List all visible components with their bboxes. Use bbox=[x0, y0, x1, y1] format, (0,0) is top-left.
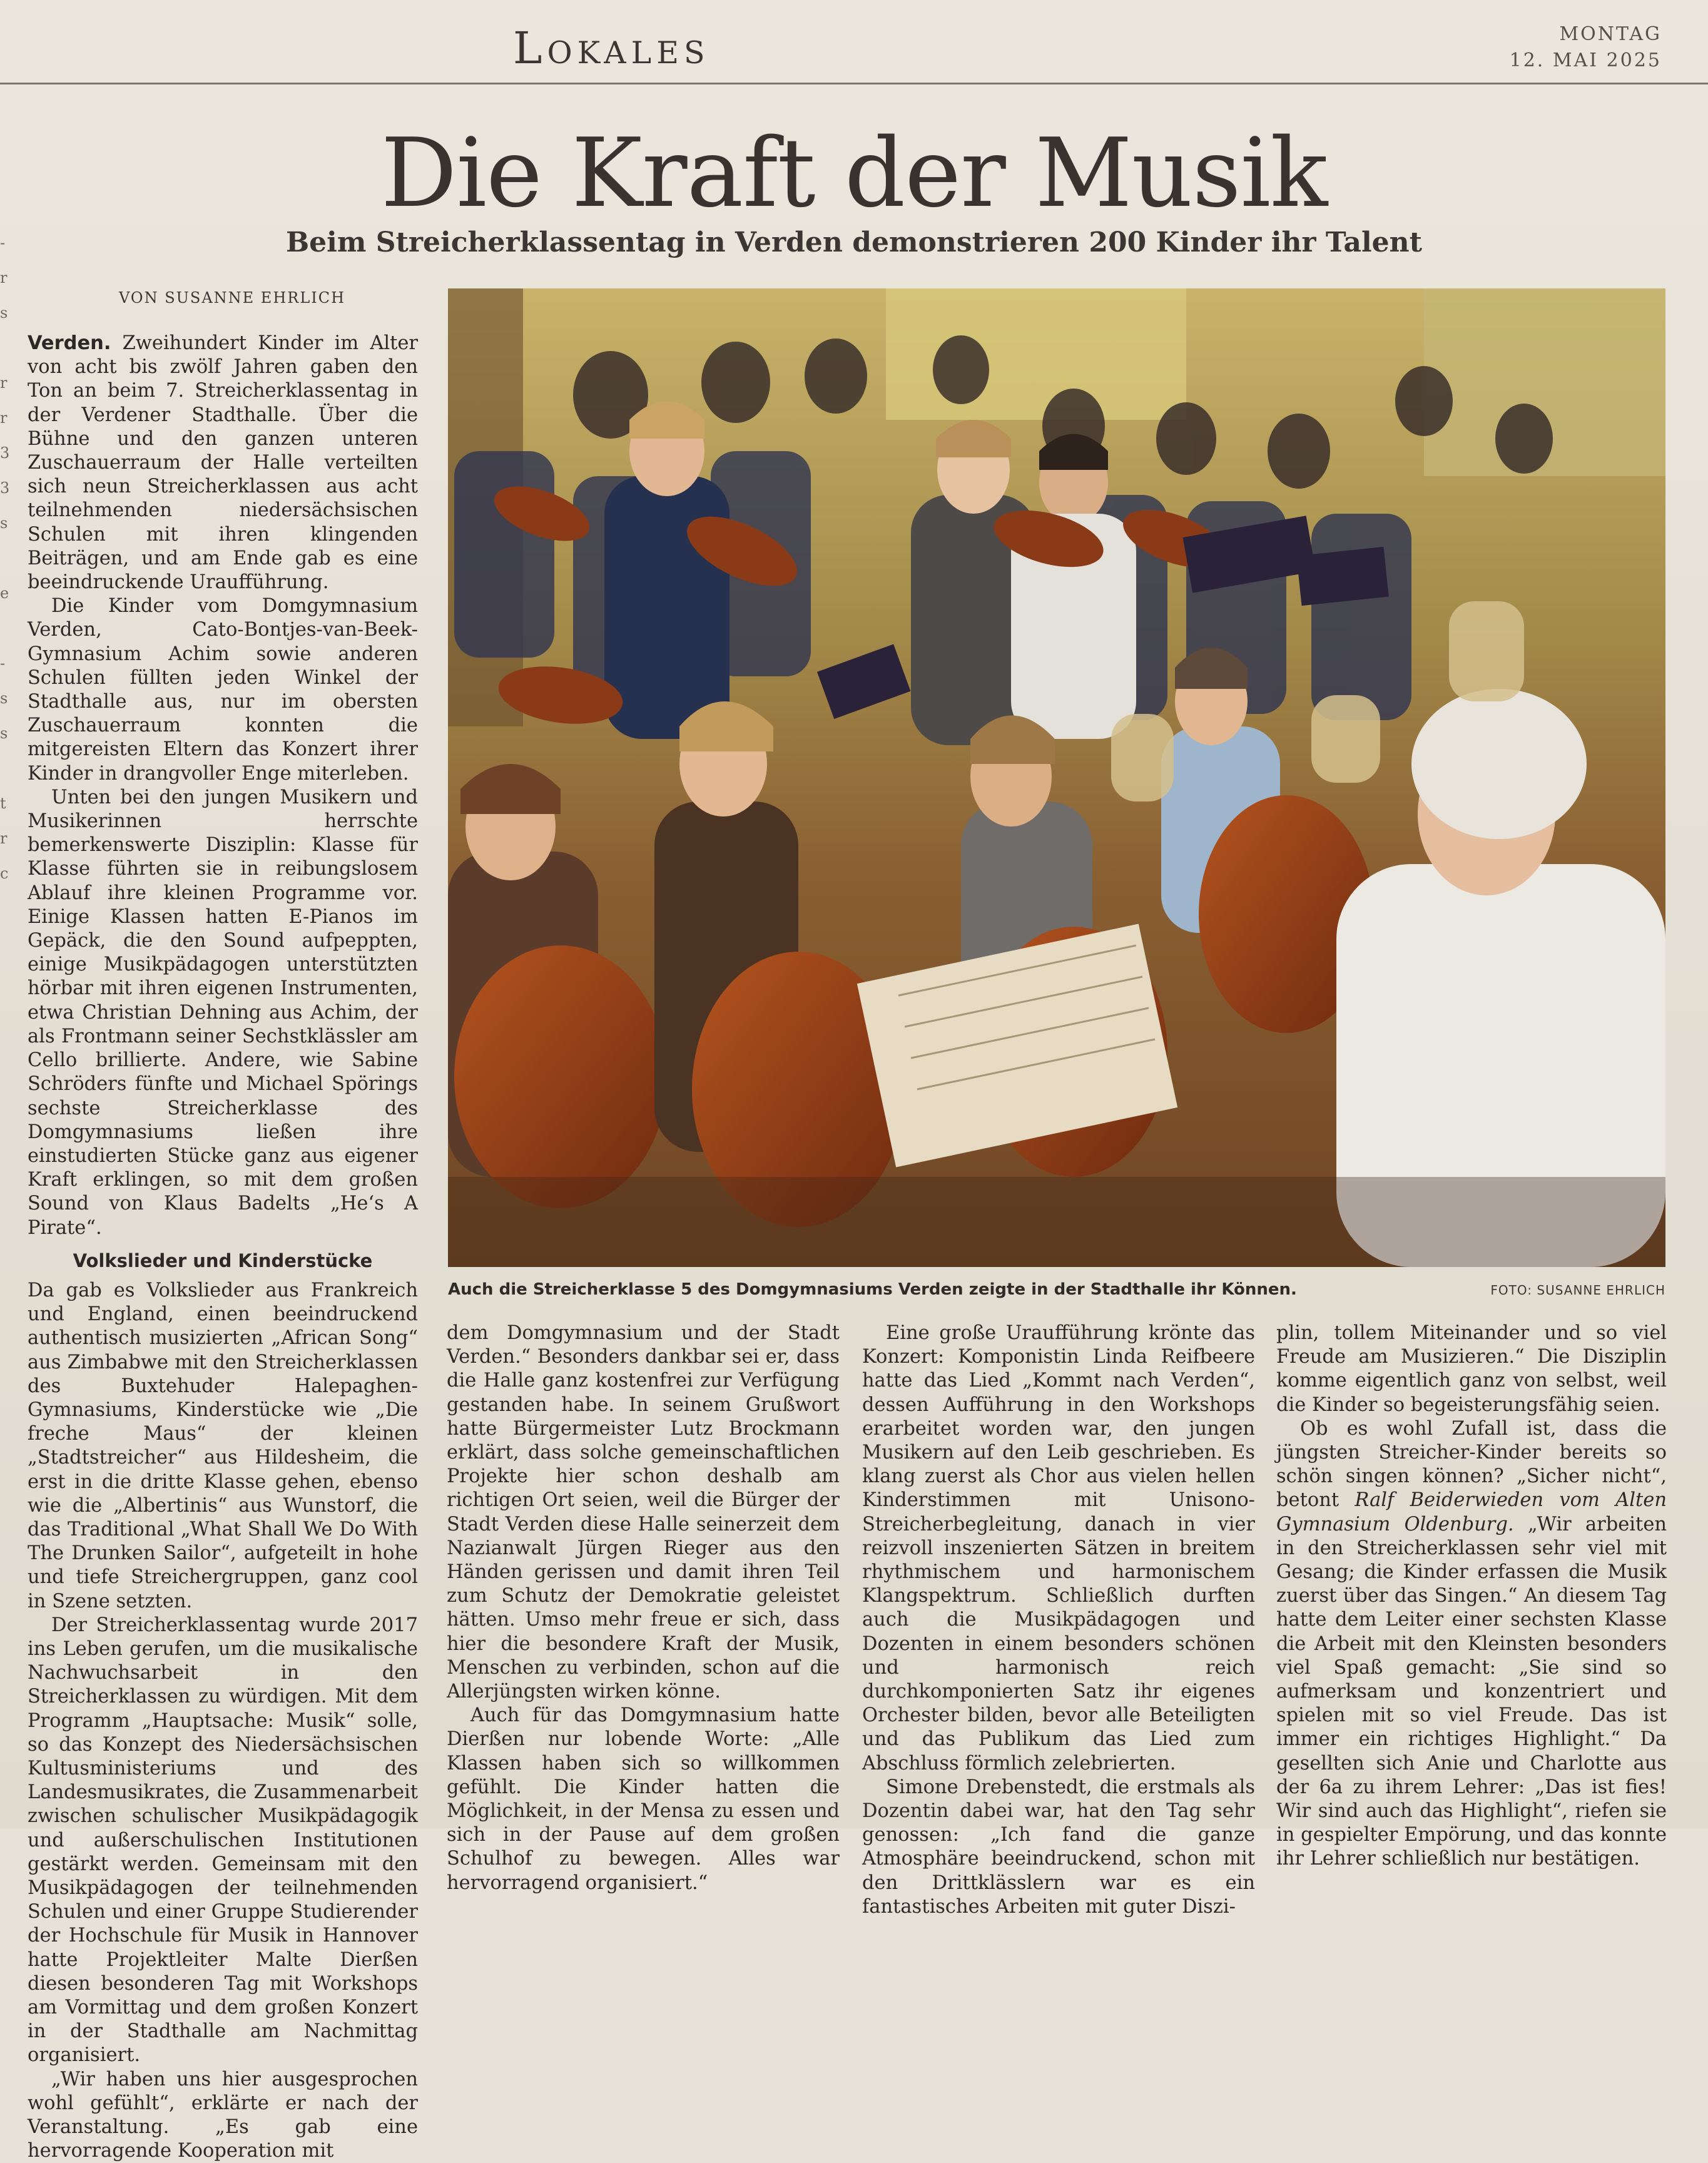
subheading: Volkslieder und Kinderstücke bbox=[73, 1249, 373, 1271]
paragraph: Unten bei den jungen Musikern und Musikerinnen herrschte bemerkenswerte Disziplin: Klasse für Klasse führten sie in reibungslosem Ablauf ihre kleinen Programme vor. Einige Klassen hatten E-Pianos im Gepäck, die den Sound aufpeppten, einige Musikpädagogen unterstützten hörbar mit ihren eigenen Instrumenten, etwa Christian Dehning aus Achim, der als Frontmann seiner Sechstklässler am Cello brillierte. Andere, wie Sabine Schröders fünfte und Michael Spörings sechste Streicherklasse des Domgymnasiums ließen ihre einstudierten Stücke ganz aus eigener Kraft erklingen, so mit dem großen Sound von Klaus Badelts „He‘s A Pirate“. bbox=[28, 786, 418, 1239]
text-column-1 bbox=[28, 332, 418, 2163]
dateline: Verden. bbox=[28, 332, 111, 354]
quoted-person: Ralf Beiderwieden vom Alten Gymnasium Oldenburg. bbox=[1276, 1489, 1667, 1535]
paragraph: dem Domgymnasium und der Stadt Verden.“ Besonders dankbar sei er, dass die Halle ganz kostenfrei zur Verfügung gestanden habe. In seinem Grußwort hatte Bürgermeister Lutz Brockmann erklärt, dass solche gemeinschaftlichen Projekte hier schon deshalb am richtigen Ort seien, weil die Bürger der Stadt Verden diese Halle seinerzeit dem Nazianwalt Jürgen Rieger aus den Händen gerissen und damit ihren Teil zum Schutz der Demokratie geleistet hätten. Umso mehr freue er sich, dass hier die besondere Kraft der Musik, Menschen zu verbinden, schon auf die Allerjüngsten wirken könne. bbox=[447, 1322, 840, 1703]
issue-day: 12. MAI 2025 bbox=[1509, 49, 1662, 71]
paragraph: Der Streicherklassentag wurde 2017 ins Leben gerufen, um die musikalische Nachwuchsarbeit in den Streicherklassen zu würdigen. Mit dem Programm „Hauptsache: Musik“ solle, so das Konzept des Niedersächsischen Kultusministeriums und des Landesmusikrates, die Zusammenarbeit zwischen schulischer Musikpädagogik und außerschulischen Institutionen gestärkt werden. Gemeinsam mit den Musikpädagogen der teilnehmenden Schulen und einer Gruppe Studierender der Hochschule für Musik in Hannover hatte Projektleiter Malte Dierßen diesen besonderen Tag mit Workshops am Vormittag und dem großen Konzert in der Stadthalle am Nachmittag organisiert. bbox=[28, 1614, 418, 2067]
section-title: Lokales bbox=[513, 23, 710, 74]
article-author: VON SUSANNE EHRLICH bbox=[119, 289, 346, 307]
paragraph: Eine große Uraufführung krönte das Konzert: Komponistin Linda Reifbeere hatte das Lied „Kommt nach Verden“, dessen Aufführung in den Workshops erarbeitet worden war, den jungen Musikern auf den Leib geschrieben. Es klang zuerst als Chor aus vielen hellen Kinderstimmen mit Unisono-Streicherbegleitung, danach in vier reizvoll inszenierten Sätzen in breitem rhythmischem und harmonischem Klangspektrum. Schließlich durften auch die Musikpädagogen und Dozenten in einem besonders schönen und harmonisch reich durchkomponierten Satz ihr eigenes Orchester bilden, bevor alle Beteiligten und das Publikum das Lied zum Abschluss förmlich zelebrierten. bbox=[862, 1322, 1255, 1774]
text-column-3 bbox=[862, 1321, 1255, 1919]
paragraph-text: „Wir arbeiten in den Streicherklassen sehr viel mit Gesang; die Kinder erfassen die Musik zuerst über das Singen.“ An diesem Tag hatte dem Leiter einer sechsten Klasse die Arbeit mit den Kleinsten besonders viel Spaß gemacht: „Sie sind so aufmerksam und konzentriert und spielen mit so viel Freude. Das ist immer ein richtiges Highlight.“ Da gesellten sich Anie und Charlotte aus der 6a zu ihrem Lehrer: „Das ist fies! Wir sind auch das Highlight“, riefen sie in gespielter Empörung, und das konnte ihr Lehrer schließlich nur bestätigen. bbox=[1276, 1513, 1667, 1870]
text-column-4 bbox=[1276, 1321, 1667, 1871]
article-headline: Die Kraft der Musik bbox=[380, 118, 1328, 228]
paragraph bbox=[28, 332, 418, 594]
paragraph: Die Kinder vom Domgymnasium Verden, Cato-Bontjes-van-Beek-Gymnasium Achim sowie anderen Schulen füllten jeden Winkel der Stadthalle aus, nur im obersten Zuschauerraum konnten die mitgereisten Eltern das Konzert ihrer Kinder in drangvoller Enge miterleben. bbox=[28, 595, 418, 785]
paragraph-text: Zweihundert Kinder im Alter von acht bis zwölf Jahren gaben den Ton an beim 7. Streicherklassentag in der Verdener Stadthalle. Über die Bühne und den ganzen unteren Zuschauerraum der Halle verteilten sich neun Streicherklassen aus acht teilnehmenden niedersächsischen Schulen mit ihren klingenden Beiträgen, und am Ende gab es eine beeindruckende Uraufführung. bbox=[28, 332, 418, 594]
photo-caption: Auch die Streicherklasse 5 des Domgymnasiums Verden zeigte in der Stadthalle ihr Können. bbox=[448, 1280, 1297, 1299]
paragraph: Da gab es Volkslieder aus Frankreich und England, einen beeindruckend authentisch musizierten „African Song“ aus Zimbabwe mit den Streicherklassen des Buxtehuder Halepaghen-Gymnasiums, Kinderstücke wie „Die freche Maus“ der kleinen „Stadtstreicher“ aus Hildesheim, die erst in die dritte Klasse gehen, ebenso wie die „Albertinis“ aus Wunstorf, die das Traditional „What Shall We Do With The Drunken Sailor“, aufgeteilt in hohe und tiefe Streichergruppen, ganz cool in Szene setzten. bbox=[28, 1279, 418, 1612]
margin-scraps: - r s r r 3 3 s e - s s t r c bbox=[0, 234, 10, 882]
paragraph: plin, tollem Miteinander und so viel Freude am Musizieren.“ Die Disziplin komme eigentlich ganz von selbst, weil die Kinder so begeisterungsfähig seien. bbox=[1276, 1322, 1667, 1416]
paragraph: Simone Drebenstedt, die erstmals als Dozentin dabei war, hat den Tag sehr genossen: „Ich fand die ganze Atmosphäre beeindruckend, schon mit den Drittklässlern war es ein fantastisches Arbeiten mit guter Diszi- bbox=[862, 1776, 1255, 1918]
header-rule bbox=[0, 83, 1708, 84]
paragraph: Auch für das Domgymnasium hatte Dierßen nur lobende Worte: „Alle Klassen haben sich so willkommen gefühlt. Die Kinder hatten die Möglichkeit, in der Mensa zu essen und sich in der Pause auf dem großen Schulhof zu bewegen. Alles war hervorragend organisiert.“ bbox=[447, 1704, 840, 1894]
orchestra-photo-illustration bbox=[448, 288, 1665, 1267]
paragraph-text: Ob es wohl Zufall ist, dass die jüngsten Streicher-Kinder bereits so schön singen können? „Sicher nicht“, betont bbox=[1276, 1417, 1667, 1512]
paragraph bbox=[1276, 1417, 1667, 1871]
paragraph: „Wir haben uns hier ausgesprochen wohl gefühlt“, erklärte er nach der Veranstaltung. „Es gab eine hervorragende Kooperation mit bbox=[28, 2068, 418, 2162]
article-photo bbox=[448, 288, 1665, 1267]
article-subheadline: Beim Streicherklassentag in Verden demonstrieren 200 Kinder ihr Talent bbox=[285, 226, 1422, 258]
issue-date bbox=[1510, 21, 1662, 74]
photo-credit: FOTO: SUSANNE EHRLICH bbox=[1490, 1283, 1665, 1298]
text-column-2 bbox=[447, 1321, 840, 1895]
issue-weekday: MONTAG bbox=[1559, 23, 1662, 45]
